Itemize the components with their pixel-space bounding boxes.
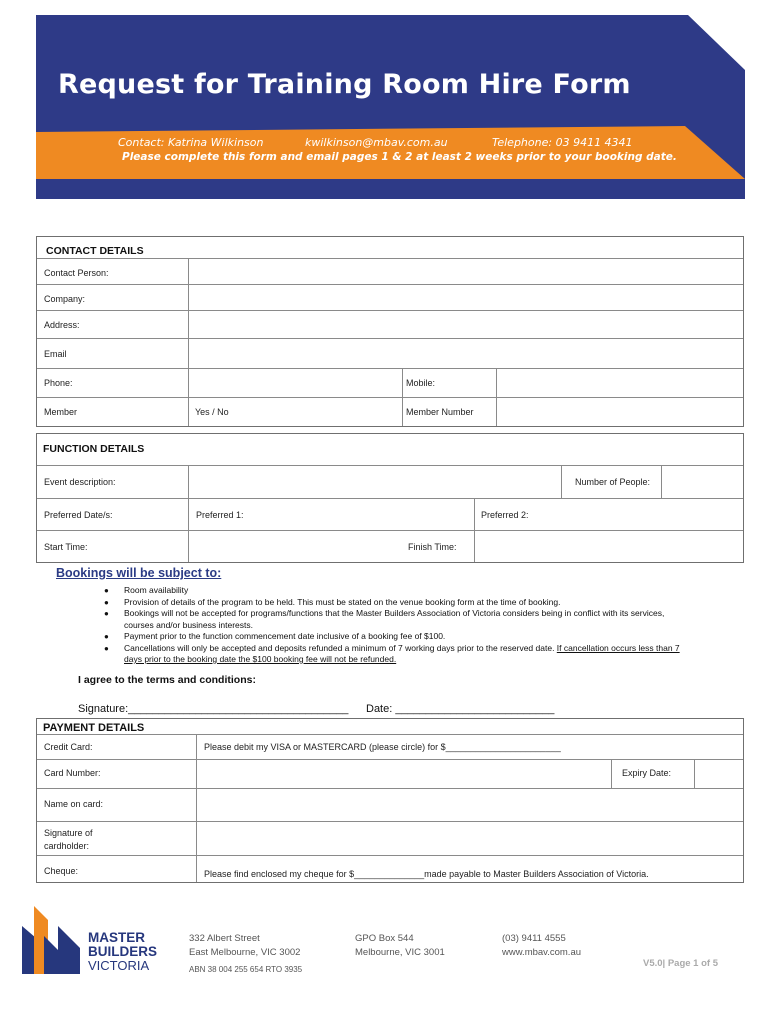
header-background [36, 15, 745, 199]
number-of-people-label: Number of People: [575, 477, 651, 487]
signature-of-label: Signature of [44, 828, 93, 838]
brand-victoria: VICTORIA [88, 958, 150, 973]
member-number-field[interactable] [497, 398, 743, 426]
brand-master: MASTER [88, 930, 145, 945]
company-label: Company: [44, 294, 86, 304]
footer-po-city: Melbourne, VIC 3001 [355, 947, 445, 958]
expiry-date-label: Expiry Date: [622, 768, 672, 778]
preferred-1-label: Preferred 1: [196, 510, 244, 520]
finish-time-label: Finish Time: [408, 542, 457, 552]
name-on-card-label: Name on card: [44, 799, 104, 809]
preferred-2-label: Preferred 2: [481, 510, 529, 520]
expiry-date-field[interactable] [695, 760, 743, 788]
agree-terms-text: I agree to the terms and conditions: [78, 674, 256, 686]
member-yes-no[interactable]: Yes / No [195, 407, 229, 417]
function-details-heading: FUNCTION DETAILS [43, 443, 145, 455]
member-number-label: Member Number [406, 407, 474, 417]
list-item: ● Bookings will not be accepted for programs/functions that the Master Builders Association of Victoria considers being in conflict with its services, courses and/or business interests. [104, 608, 665, 630]
contact-details-section [36, 236, 744, 427]
page-number: V5.0| Page 1 of 5 [643, 958, 718, 969]
event-description-field[interactable] [189, 466, 561, 498]
number-of-people-field[interactable] [662, 466, 743, 498]
header-banner [36, 15, 745, 199]
phone-field[interactable] [189, 369, 402, 397]
footer-website[interactable]: www.mbav.com.au [502, 947, 582, 958]
debit-card-text: Please debit my VISA or MASTERCARD (please circle) for $_______________________ [204, 742, 561, 752]
footer-address-2: East Melbourne, VIC 3002 [189, 947, 301, 958]
email-label: Email [44, 349, 67, 359]
credit-card-label: Credit Card: [44, 742, 93, 752]
list-item: ● Provision of details of the program to be held. This must be stated on the venue booking form at the time of booking. [104, 596, 561, 607]
email-field[interactable] [189, 339, 743, 368]
brand-builders: BUILDERS [88, 944, 158, 959]
contact-telephone: Telephone: 03 9411 4341 [492, 136, 633, 149]
cardholder-label: cardholder: [44, 841, 90, 851]
event-description-label: Event description: [44, 477, 116, 487]
cardholder-signature-field[interactable] [197, 822, 743, 855]
function-details-section [36, 433, 744, 563]
signature-line[interactable]: Signature:____________________________________ [78, 703, 349, 715]
start-time-label: Start Time: [44, 542, 88, 552]
footer-address-1: 332 Albert Street [189, 933, 260, 944]
phone-label: Phone: [44, 378, 73, 388]
card-number-field[interactable] [197, 760, 611, 788]
payment-details-section [36, 718, 744, 883]
contact-details-heading: CONTACT DETAILS [46, 245, 144, 257]
start-time-field[interactable] [189, 531, 399, 562]
preferred-dates-label: Preferred Date/s: [44, 510, 113, 520]
member-label: Member [44, 407, 78, 417]
footer-po-box: GPO Box 544 [355, 933, 414, 944]
payment-details-heading: PAYMENT DETAILS [43, 722, 145, 734]
card-number-label: Card Number: [44, 768, 101, 778]
name-on-card-field[interactable] [197, 789, 743, 821]
list-item: ● Room availability [104, 585, 189, 595]
cheque-text: Please find enclosed my cheque for $______________made payable to Master Builders Association of Victoria. [204, 869, 649, 879]
list-item: ● Cancellations will only be accepted and deposits refunded a minimum of 7 working days prior to the reserved date. If cancellation occurs less than 7 days prior to the booking date the $100 booking fee will not be refunded. [104, 642, 680, 664]
footer-abn: ABN 38 004 255 654 RTO 3935 [189, 965, 303, 974]
address-field[interactable] [189, 311, 743, 338]
footer-phone: (03) 9411 4555 [502, 933, 566, 944]
bookings-list [104, 585, 684, 666]
form-title: Request for Training Room Hire Form [58, 69, 631, 100]
cheque-label: Cheque: [44, 866, 79, 876]
company-field[interactable] [189, 285, 743, 310]
date-line[interactable]: Date: __________________________ [366, 703, 555, 715]
mobile-field[interactable] [497, 369, 743, 397]
contact-email[interactable]: kwilkinson@mbav.com.au [305, 136, 448, 149]
bookings-title: Bookings will be subject to: [56, 566, 222, 580]
master-builders-logo [22, 906, 82, 974]
contact-person-label: Contact Person: [44, 268, 109, 278]
finish-time-field[interactable] [475, 531, 743, 562]
contact-name: Contact: Katrina Wilkinson [118, 136, 264, 149]
mobile-label: Mobile: [406, 378, 436, 388]
contact-person-field[interactable] [189, 259, 743, 284]
address-label: Address: [44, 320, 80, 330]
list-item: ● Payment prior to the function commencement date inclusive of a booking fee of $100. [104, 631, 446, 641]
instruction-text: Please complete this form and email pages 1 & 2 at least 2 weeks prior to your booking date. [122, 151, 677, 163]
